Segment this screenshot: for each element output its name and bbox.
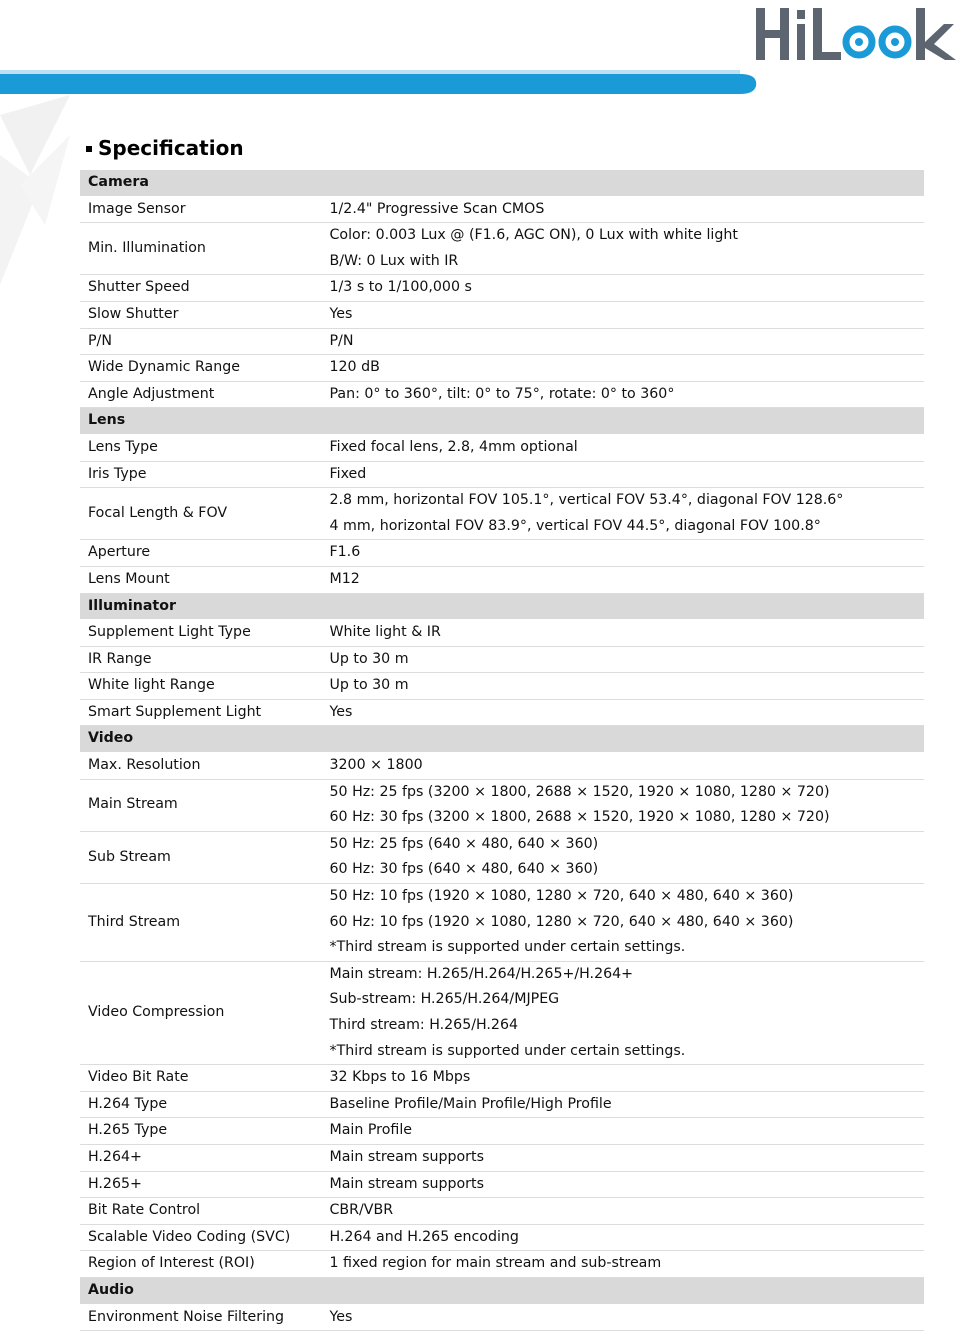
table-row	[80, 699, 924, 726]
spec-label: Shutter Speed	[80, 275, 321, 302]
spec-label: Image Sensor	[80, 196, 321, 223]
spec-label: Main Stream	[80, 779, 321, 831]
spec-value-line: Up to 30 m	[329, 677, 409, 694]
spec-value-line: 2.8 mm, horizontal FOV 105.1°, vertical FOV 53.4°, diagonal FOV 128.6°	[329, 492, 844, 509]
table-row	[80, 1251, 924, 1278]
spec-value	[321, 620, 924, 647]
section-header-row	[80, 593, 924, 620]
spec-value-line: 60 Hz: 10 fps (1920 × 1080, 1280 × 720, 640 × 480, 640 × 360)	[329, 913, 794, 930]
section-header: Audio	[80, 1277, 924, 1304]
spec-label: Bit Rate Control	[80, 1198, 321, 1225]
spec-value	[321, 196, 924, 223]
spec-value-line: Pan: 0° to 360°, tilt: 0° to 75°, rotate: 0° to 360°	[329, 385, 675, 402]
spec-value-line: 60 Hz: 30 fps (3200 × 1800, 2688 × 1520, 1920 × 1080, 1280 × 720)	[329, 809, 830, 826]
table-row	[80, 831, 924, 883]
spec-value	[321, 1198, 924, 1225]
table-row	[80, 301, 924, 328]
table-row	[80, 1091, 924, 1118]
spec-value-line: Yes	[329, 305, 353, 322]
table-row	[80, 646, 924, 673]
spec-label: Angle Adjustment	[80, 381, 321, 408]
section-header: Camera	[80, 170, 924, 196]
spec-value	[321, 355, 924, 382]
spec-label: Region of Interest (ROI)	[80, 1251, 321, 1278]
spec-value	[321, 540, 924, 567]
spec-value	[321, 461, 924, 488]
spec-value	[321, 1171, 924, 1198]
spec-value	[321, 673, 924, 700]
spec-value-line: Main Profile	[329, 1122, 412, 1139]
spec-value-line: Color: 0.003 Lux @ (F1.6, AGC ON), 0 Lux with white light	[329, 227, 738, 244]
table-row	[80, 1304, 924, 1331]
spec-value	[321, 328, 924, 355]
spec-label: Scalable Video Coding (SVC)	[80, 1224, 321, 1251]
spec-value-line: 1/2.4" Progressive Scan CMOS	[329, 200, 545, 217]
hilook-logo	[752, 4, 958, 66]
spec-value	[321, 884, 924, 962]
spec-value	[321, 779, 924, 831]
spec-value	[321, 753, 924, 780]
spec-label: Focal Length & FOV	[80, 488, 321, 540]
table-row	[80, 434, 924, 461]
table-row	[80, 620, 924, 647]
section-header: Video	[80, 726, 924, 753]
spec-label: H.265 Type	[80, 1118, 321, 1145]
spec-label: Sub Stream	[80, 831, 321, 883]
spec-value-line: Up to 30 m	[329, 650, 409, 667]
spec-value-line: 60 Hz: 30 fps (640 × 480, 640 × 360)	[329, 861, 599, 878]
spec-table	[80, 170, 924, 1331]
spec-value	[321, 1144, 924, 1171]
spec-value-line: 1 fixed region for main stream and sub-stream	[329, 1255, 662, 1272]
spec-value-line: Yes	[329, 703, 353, 720]
table-row	[80, 381, 924, 408]
spec-value	[321, 1091, 924, 1118]
watermark-graphic	[0, 95, 90, 295]
spec-value-line: 50 Hz: 25 fps (3200 × 1800, 2688 × 1520, 1920 × 1080, 1280 × 720)	[329, 783, 830, 800]
table-row	[80, 1065, 924, 1092]
spec-value	[321, 1251, 924, 1278]
spec-label: Wide Dynamic Range	[80, 355, 321, 382]
spec-value-line: Yes	[329, 1308, 353, 1325]
spec-label: H.264 Type	[80, 1091, 321, 1118]
spec-label: IR Range	[80, 646, 321, 673]
spec-value-line: *Third stream is supported under certain settings.	[329, 939, 686, 956]
title-block	[86, 136, 244, 160]
spec-value	[321, 646, 924, 673]
table-row	[80, 673, 924, 700]
spec-value-line: Main stream supports	[329, 1148, 484, 1165]
spec-value-line: F1.6	[329, 544, 361, 561]
spec-label: White light Range	[80, 673, 321, 700]
spec-value-line: Third stream: H.265/H.264	[329, 1017, 519, 1033]
spec-value	[321, 831, 924, 883]
section-header-row	[80, 408, 924, 435]
spec-label: Max. Resolution	[80, 753, 321, 780]
table-row	[80, 961, 924, 1064]
section-header: Lens	[80, 408, 924, 435]
table-row	[80, 566, 924, 593]
table-row	[80, 1144, 924, 1171]
spec-value-line: Fixed	[329, 465, 367, 482]
table-row	[80, 779, 924, 831]
spec-label: Lens Mount	[80, 566, 321, 593]
spec-value-line: 32 Kbps to 16 Mbps	[329, 1069, 471, 1086]
section-header: Illuminator	[80, 593, 924, 620]
spec-value-line: 50 Hz: 10 fps (1920 × 1080, 1280 × 720, 640 × 480, 640 × 360)	[329, 888, 794, 905]
spec-value-line: White light & IR	[329, 624, 441, 641]
spec-value	[321, 1118, 924, 1145]
spec-value-line: CBR/VBR	[329, 1202, 394, 1219]
spec-label: H.264+	[80, 1144, 321, 1171]
spec-value-line: P/N	[329, 332, 354, 349]
spec-value	[321, 381, 924, 408]
spec-label: Lens Type	[80, 434, 321, 461]
spec-value-line: Fixed focal lens, 2.8, 4mm optional	[329, 438, 578, 455]
table-row	[80, 461, 924, 488]
spec-label: Aperture	[80, 540, 321, 567]
spec-value-line: Main stream supports	[329, 1175, 484, 1192]
spec-value	[321, 699, 924, 726]
spec-value-line: 4 mm, horizontal FOV 83.9°, vertical FOV 44.5°, diagonal FOV 100.8°	[329, 517, 821, 534]
spec-value-line: 120 dB	[329, 359, 380, 376]
spec-table-body	[80, 170, 924, 1331]
spec-label: Slow Shutter	[80, 301, 321, 328]
spec-value-line: M12	[329, 570, 360, 587]
table-row	[80, 355, 924, 382]
table-row	[80, 1171, 924, 1198]
spec-label: H.265+	[80, 1171, 321, 1198]
spec-value-line: B/W: 0 Lux with IR	[329, 252, 459, 269]
spec-label: Video Bit Rate	[80, 1065, 321, 1092]
table-row	[80, 884, 924, 962]
table-row	[80, 328, 924, 355]
spec-label: Video Compression	[80, 961, 321, 1064]
spec-value-line: Baseline Profile/Main Profile/High Profile	[329, 1095, 612, 1112]
spec-label: Smart Supplement Light	[80, 699, 321, 726]
spec-label: Third Stream	[80, 884, 321, 962]
spec-label: Min. Illumination	[80, 223, 321, 275]
table-row	[80, 540, 924, 567]
table-row	[80, 1198, 924, 1225]
table-row	[80, 275, 924, 302]
spec-value-line: *Third stream is supported under certain settings.	[329, 1042, 686, 1059]
spec-value-line: Main stream: H.265/H.264/H.265+/H.264+	[329, 965, 634, 982]
spec-label: Iris Type	[80, 461, 321, 488]
spec-value-line: H.264 and H.265 encoding	[329, 1228, 519, 1245]
spec-value	[321, 1224, 924, 1251]
spec-value-line: 50 Hz: 25 fps (640 × 480, 640 × 360)	[329, 835, 599, 852]
spec-value	[321, 301, 924, 328]
spec-label: Environment Noise Filtering	[80, 1304, 321, 1331]
section-header-row	[80, 170, 924, 196]
spec-value	[321, 223, 924, 275]
spec-value	[321, 1065, 924, 1092]
spec-label: Supplement Light Type	[80, 620, 321, 647]
table-row	[80, 753, 924, 780]
spec-value-line: Sub-stream: H.265/H.264/MJPEG	[329, 991, 560, 1008]
section-header-row	[80, 1277, 924, 1304]
spec-value	[321, 1304, 924, 1331]
spec-value	[321, 566, 924, 593]
spec-value-line: 3200 × 1800	[329, 757, 423, 774]
table-row	[80, 223, 924, 275]
spec-label: P/N	[80, 328, 321, 355]
spec-value	[321, 275, 924, 302]
table-row	[80, 1224, 924, 1251]
spec-value	[321, 488, 924, 540]
spec-value	[321, 434, 924, 461]
section-header-row	[80, 726, 924, 753]
table-row	[80, 196, 924, 223]
table-row	[80, 1118, 924, 1145]
spec-value	[321, 961, 924, 1064]
page-title: Specification	[98, 136, 244, 160]
spec-value-line: 1/3 s to 1/100,000 s	[329, 279, 472, 296]
table-row	[80, 488, 924, 540]
title-bullet	[86, 146, 92, 152]
